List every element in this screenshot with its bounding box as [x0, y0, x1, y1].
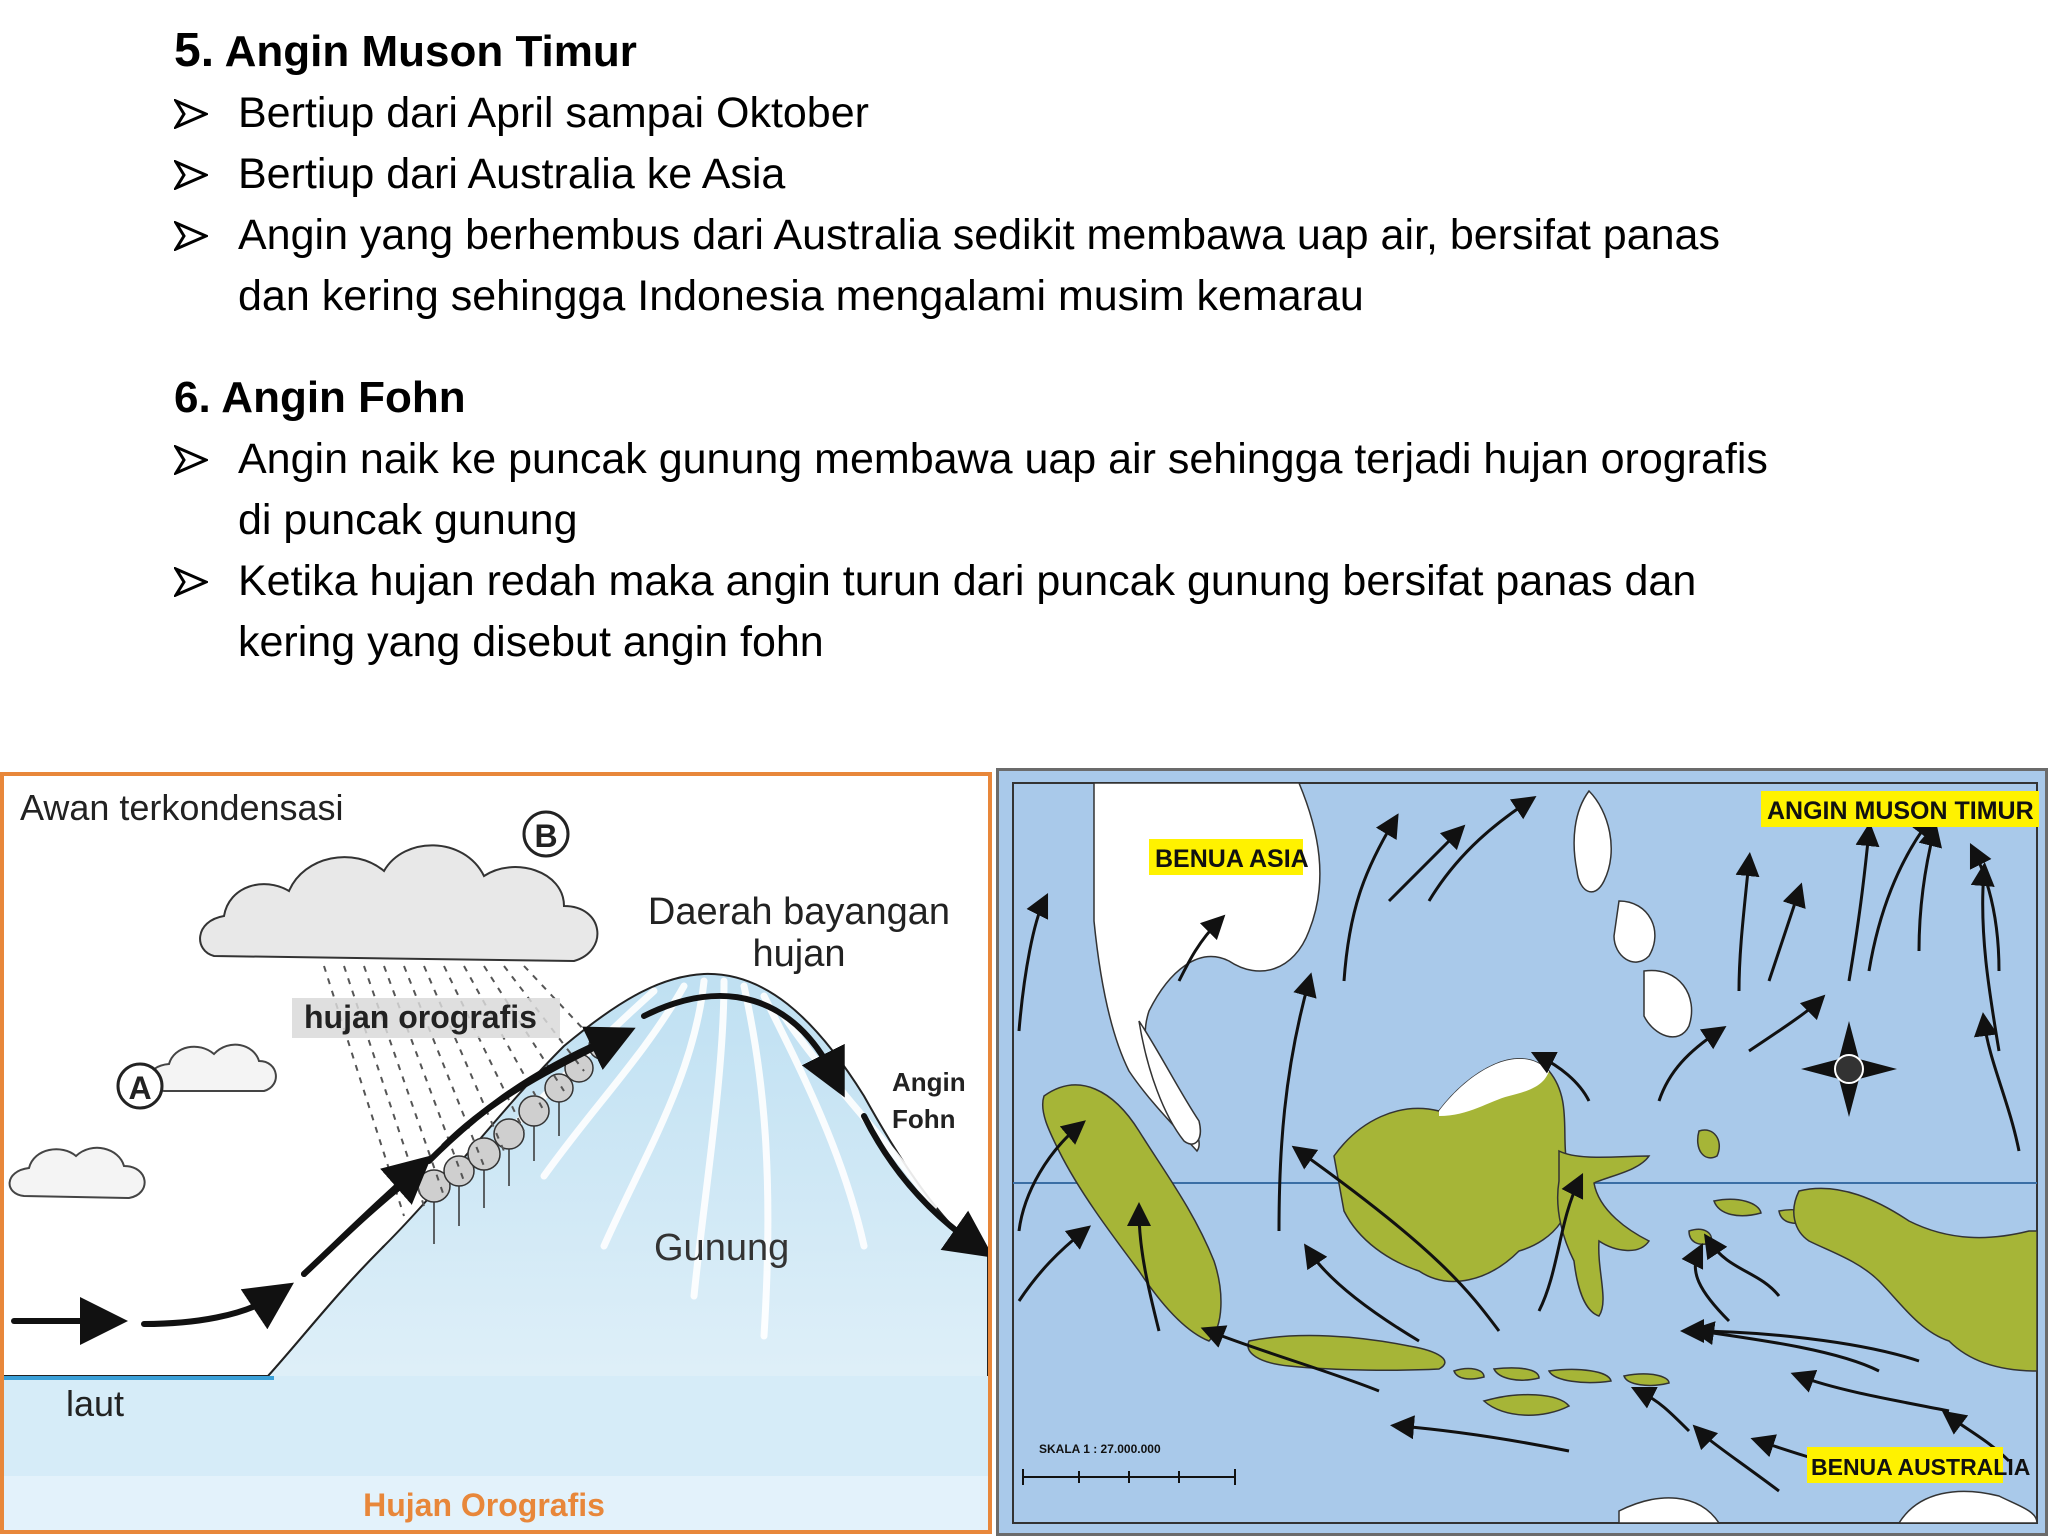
bullet-item: Angin yang berhembus dari Australia sedikit membawa uap air, bersifat panas dan kering sehingga Indonesia mengalami musim kemarau — [174, 205, 2014, 327]
bullet-item: Bertiup dari April sampai Oktober — [174, 83, 2014, 144]
rain-label: hujan orografis — [304, 999, 537, 1035]
rain-shadow-label-2: hujan — [752, 933, 846, 975]
bullet-item: Angin naik ke puncak gunung membawa uap air sehingga terjadi hujan orografis di puncak gunung — [174, 429, 2014, 551]
asia-label: BENUA ASIA — [1155, 845, 1309, 873]
bullet-item: Ketika hujan redah maka angin turun dari puncak gunung bersifat panas dan kering yang disebut angin fohn — [174, 551, 2014, 673]
bullet-item: Bertiup dari Australia ke Asia — [174, 144, 2014, 205]
arrow-bullet-icon — [174, 99, 208, 129]
scale-label: SKALA 1 : 27.000.000 — [1039, 1442, 1161, 1456]
orographic-rain-diagram — [0, 772, 992, 1534]
figure-caption: Hujan Orografis — [363, 1487, 605, 1523]
monsoon-map-svg — [999, 771, 2045, 1533]
sea-area — [4, 1376, 988, 1476]
section-6-title: 6. Angin Fohn — [174, 373, 466, 422]
arrow-bullet-icon — [174, 445, 208, 475]
section-5-title: 5. Angin Muson Timur — [174, 24, 637, 77]
rain-shadow-label-1: Daerah bayangan — [647, 891, 951, 933]
marker-b: B — [534, 818, 558, 854]
fohn-label-2: Fohn — [892, 1104, 956, 1134]
sea-label: laut — [66, 1383, 125, 1424]
mountain-label: Gunung — [654, 1227, 790, 1269]
monsoon-label: ANGIN MUSON TIMUR — [1767, 797, 2034, 825]
cloud-label: Awan terkondensasi — [20, 787, 344, 828]
australia-label: BENUA AUSTRALIA — [1811, 1454, 2031, 1480]
orographic-rain-svg — [4, 776, 988, 1530]
slide-text — [174, 20, 2014, 673]
monsoon-map — [996, 768, 2048, 1536]
marker-a: A — [128, 1070, 152, 1106]
fohn-label-1: Angin — [892, 1067, 966, 1097]
arrow-bullet-icon — [174, 567, 208, 597]
arrow-bullet-icon — [174, 160, 208, 190]
arrow-bullet-icon — [174, 221, 208, 251]
